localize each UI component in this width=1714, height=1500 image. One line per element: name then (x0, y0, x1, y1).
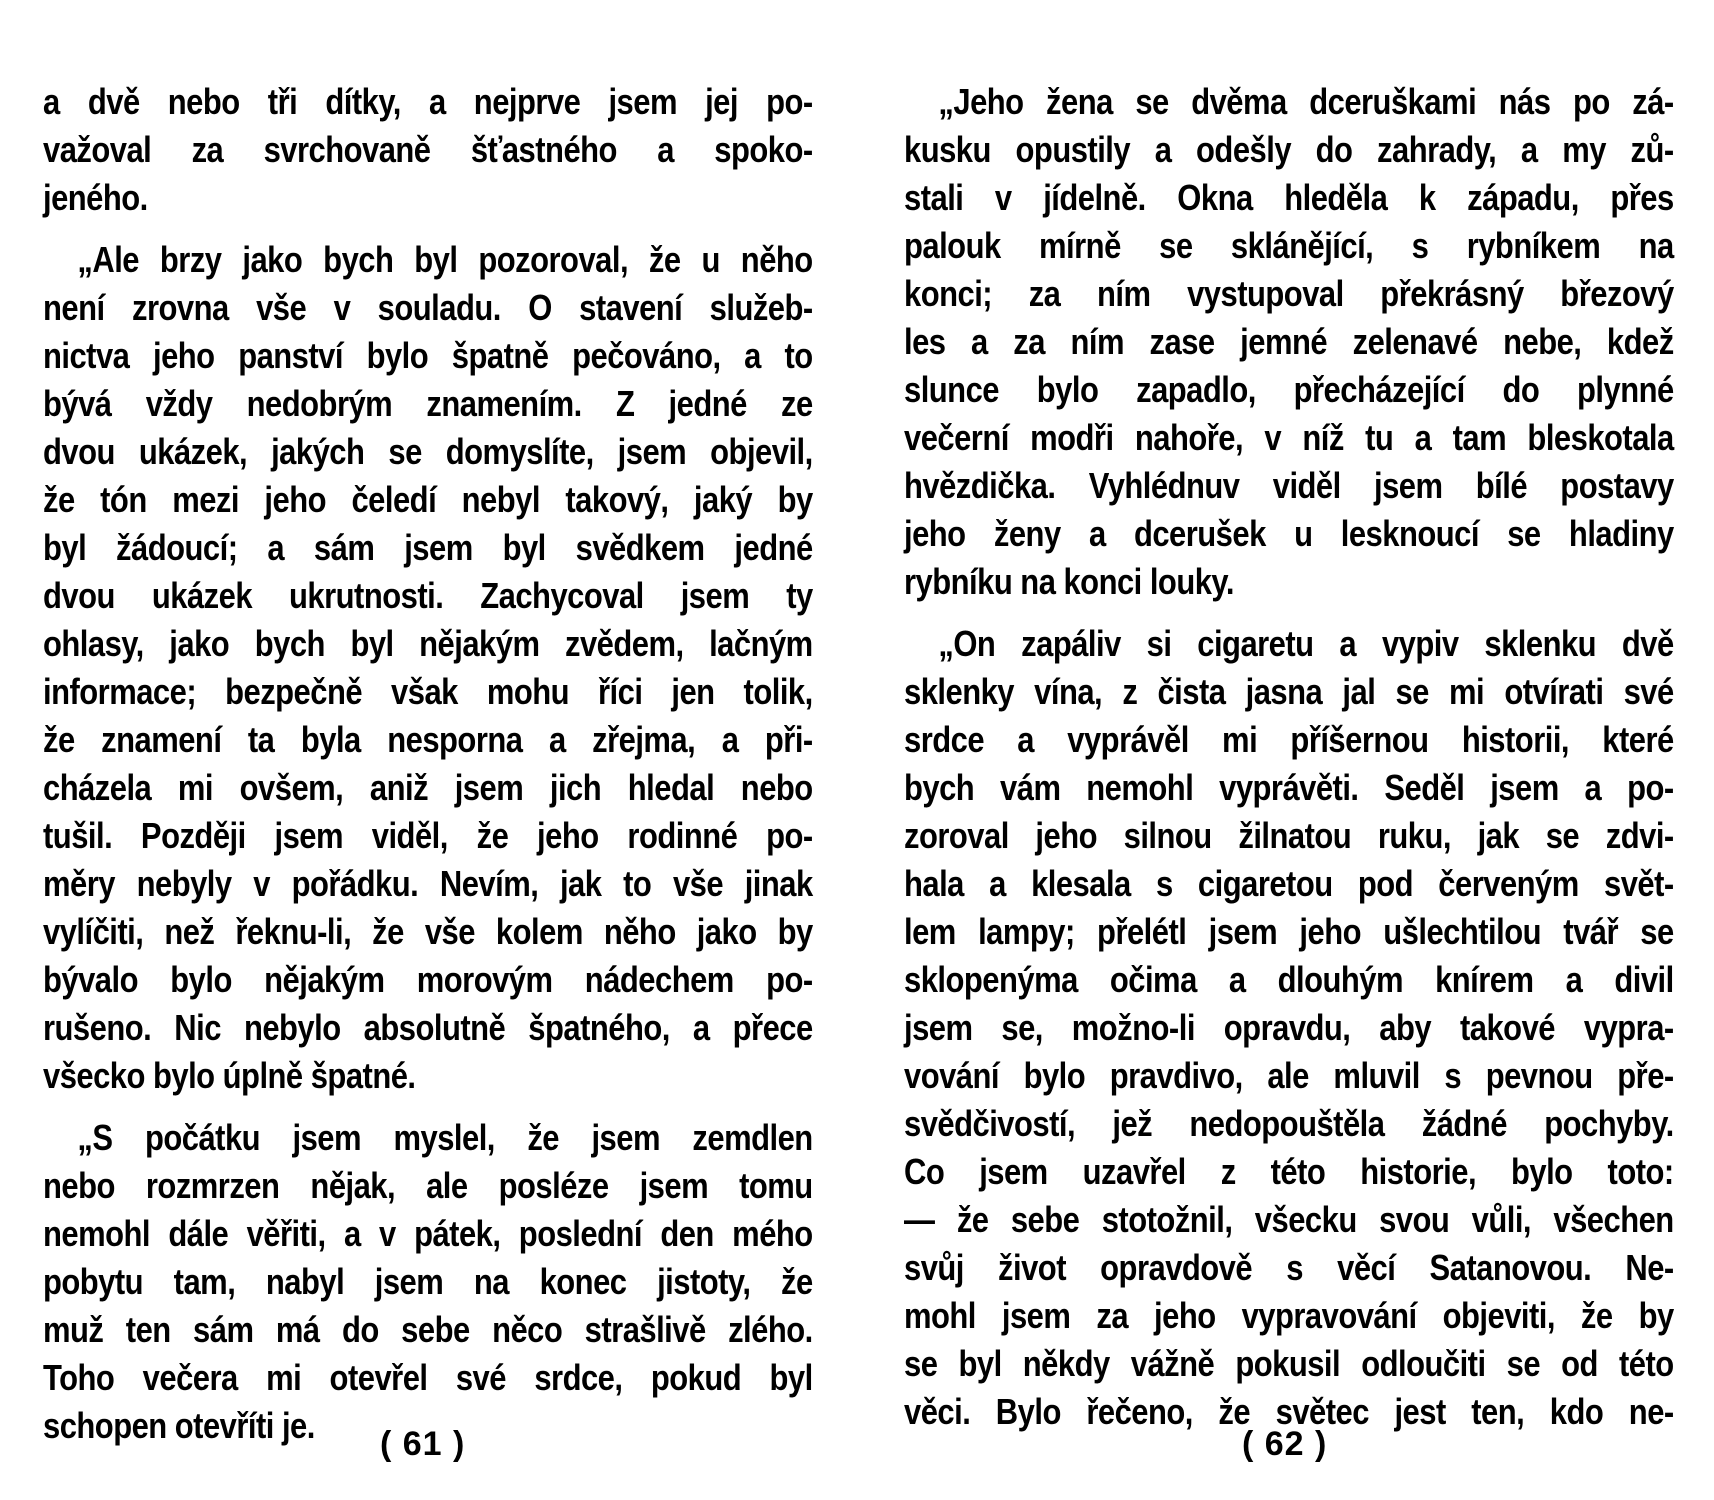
text-line: vylíčiti, než řeknu-li, že vše kolem něho jako by (43, 911, 813, 952)
text-line: pobytu tam, nabyl jsem na konec jistoty, že (43, 1261, 813, 1302)
text-line: — že sebe stotožnil, všecku svou vůli, všechen (904, 1199, 1674, 1240)
text-line: všecko bylo úplně špatné. (43, 1055, 416, 1096)
text-line: stali v jídelně. Okna hleděla k západu, přes (904, 177, 1674, 218)
text-line: palouk mírně se sklánějící, s rybníkem na (904, 225, 1674, 266)
text-line: svědčivostí, jež nedopouštěla žádné pochyby. (904, 1103, 1674, 1144)
page-number-left: ( 61 ) (380, 1425, 466, 1463)
text-line: konci; za ním vystupoval překrásný březový (904, 273, 1674, 314)
text-line: zoroval jeho silnou žilnatou ruku, jak se zdvi- (904, 815, 1674, 856)
text-line: dvou ukázek, jakých se domyslíte, jsem objevil, (43, 431, 813, 472)
text-line: Toho večera mi otevřel své srdce, pokud byl (43, 1357, 813, 1398)
text-line: „Jeho žena se dvěma dceruškami nás po zá- (938, 81, 1674, 122)
text-line: cházela mi ovšem, aniž jsem jich hledal nebo (43, 767, 813, 808)
text-line: dvou ukázek ukrutnosti. Zachycoval jsem ty (43, 575, 813, 616)
text-line: tušil. Později jsem viděl, že jeho rodinné po- (43, 815, 813, 856)
text-line: „Ale brzy jako bych byl pozoroval, že u něho (77, 239, 813, 280)
text-line: važoval za svrchovaně šťastného a spoko- (43, 129, 813, 170)
text-line: les a za ním zase jemné zelenavé nebe, kdež (904, 321, 1674, 362)
text-line: kusku opustily a odešly do zahrady, a my zů- (904, 129, 1674, 170)
text-line: že znamení ta byla nesporna a zřejma, a při- (43, 719, 813, 760)
text-line: není zrovna vše v souladu. O stavení služeb- (43, 287, 813, 328)
text-line: lem lampy; přelétl jsem jeho ušlechtilou tvář se (904, 911, 1674, 952)
text-line: hvězdička. Vyhlédnuv viděl jsem bílé postavy (904, 465, 1674, 506)
text-line: „S počátku jsem myslel, že jsem zemdlen (77, 1117, 813, 1158)
left-page (43, 78, 813, 1450)
text-line: srdce a vyprávěl mi příšernou historii, které (904, 719, 1674, 760)
text-line: bývalo bylo nějakým morovým nádechem po- (43, 959, 813, 1000)
right-page (904, 78, 1674, 1436)
text-line: večerní modři nahoře, v níž tu a tam bleskotala (904, 417, 1674, 458)
text-line: měry nebyly v pořádku. Nevím, jak to vše jinak (43, 863, 813, 904)
text-line: jsem se, možno-li opravdu, aby takové vypra- (904, 1007, 1674, 1048)
text-line: informace; bezpečně však mohu říci jen tolik, (43, 671, 813, 712)
text-line: nictva jeho panství bylo špatně pečováno, a to (43, 335, 813, 376)
text-line: se byl někdy vážně pokusil odloučiti se od této (904, 1343, 1674, 1384)
text-line: mohl jsem za jeho vypravování objeviti, že by (904, 1295, 1674, 1336)
text-line: nebo rozmrzen nějak, ale posléze jsem tomu (43, 1165, 813, 1206)
text-line: sklenky vína, z čista jasna jal se mi otvírati své (904, 671, 1674, 712)
text-line: slunce bylo zapadlo, přecházející do plynné (904, 369, 1674, 410)
text-line: vování bylo pravdivo, ale mluvil s pevnou pře- (904, 1055, 1674, 1096)
text-line: muž ten sám má do sebe něco strašlivě zlého. (43, 1309, 813, 1350)
text-line: svůj život opravdově s věcí Satanovou. Ne- (904, 1247, 1674, 1288)
text-line: sklopenýma očima a dlouhým knírem a divil (904, 959, 1674, 1000)
text-line: rybníku na konci louky. (904, 561, 1234, 602)
text-line: nemohl dále věřiti, a v pátek, poslední den mého (43, 1213, 813, 1254)
text-line: hala a klesala s cigaretou pod červeným svět- (904, 863, 1674, 904)
text-line: že tón mezi jeho čeledí nebyl takový, jaký by (43, 479, 813, 520)
text-line: bývá vždy nedobrým znamením. Z jedné ze (43, 383, 813, 424)
text-line: bych vám nemohl vyprávěti. Seděl jsem a po- (904, 767, 1674, 808)
text-line: „On zapáliv si cigaretu a vypiv sklenku dvě (938, 623, 1674, 664)
text-line: věci. Bylo řečeno, že světec jest ten, kdo ne- (904, 1391, 1674, 1432)
page-number-right: ( 62 ) (1242, 1425, 1328, 1463)
text-line: jeného. (43, 177, 148, 218)
text-line: schopen otevříti je. (43, 1405, 315, 1446)
text-line: a dvě nebo tři dítky, a nejprve jsem jej po- (43, 81, 813, 122)
text-line: Co jsem uzavřel z této historie, bylo toto: (904, 1151, 1674, 1192)
text-line: ohlasy, jako bych byl nějakým zvědem, lačným (43, 623, 813, 664)
text-line: byl žádoucí; a sám jsem byl svědkem jedné (43, 527, 813, 568)
text-line: jeho ženy a dcerušek u lesknoucí se hladiny (904, 513, 1674, 554)
text-line: rušeno. Nic nebylo absolutně špatného, a přece (43, 1007, 813, 1048)
